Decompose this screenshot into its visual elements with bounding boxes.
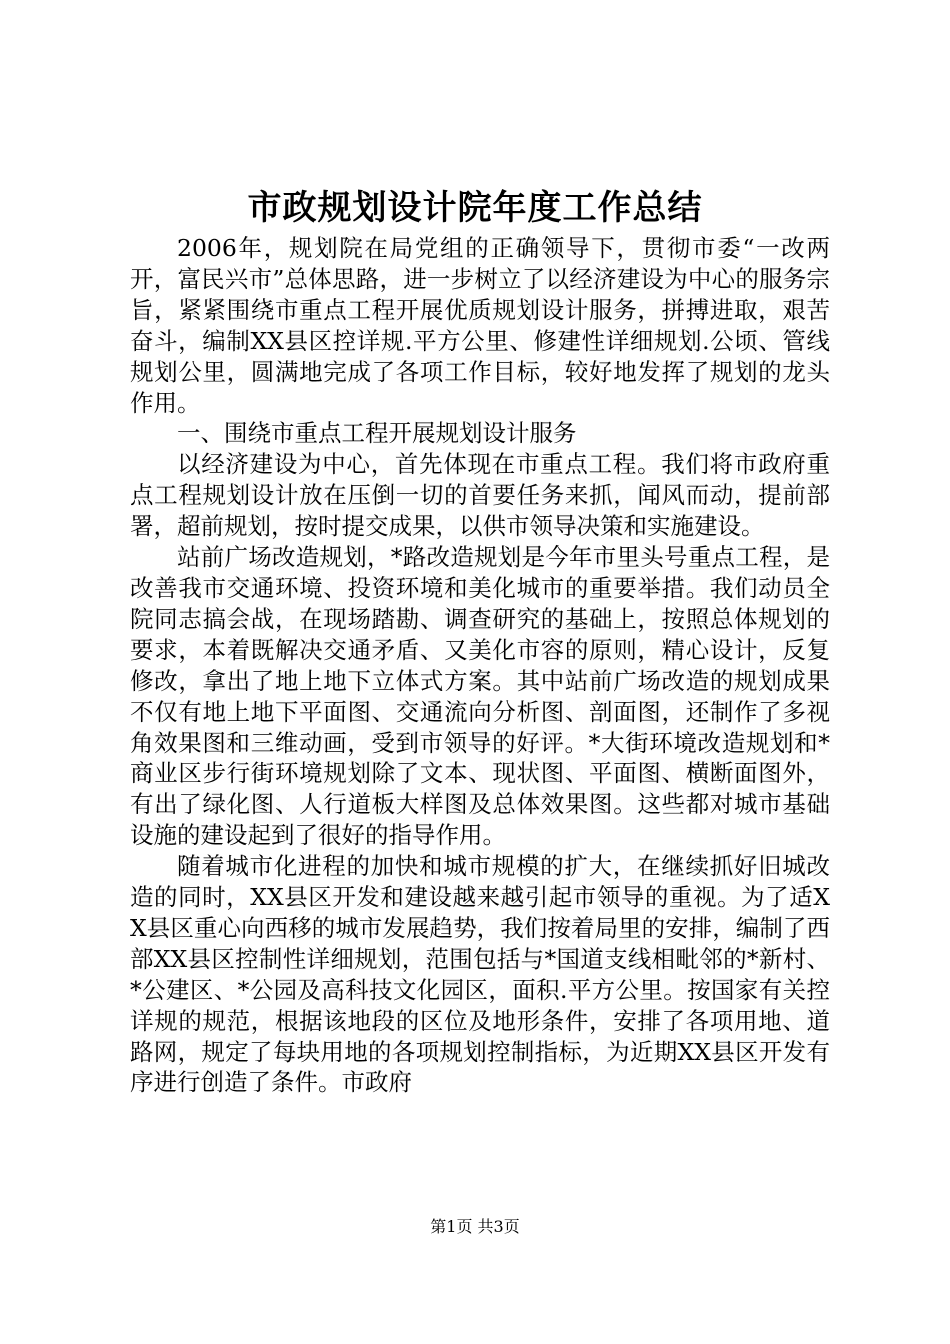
page-footer: 第1页 共3页 [430, 1217, 520, 1236]
document-title: 市政规划设计院年度工作总结 [247, 188, 703, 228]
paragraph-station-plaza: 站前广场改造规划，*路改造规划是今年市里头号重点工程，是改善我市交通环境、投资环境和美化城市的重要举措。我们动员全院同志搞会战，在现场踏勘、调查研究的基础上，按照总体规划的要求，本着既解决交通矛盾、又美化市容的原则，精心设计，反复修改，拿出了地上地下立体式方案。其中站前广场改造的规划成果不仅有地上地下平面图、交通流向分析图、剖面图，还制作了多视角效果图和三维动画，受到市领导的好评。*大街环境改造规划和*商业区步行街环境规划除了文本、现状图、平面图、横断面图外，有出了绿化图、人行道板大样图及总体效果图。这些都对城市基础设施的建设起到了很好的指导作用。 [130, 543, 830, 850]
paragraph-key-projects: 以经济建设为中心，首先体现在市重点工程。我们将市政府重点工程规划设计放在压倒一切的首要任务来抓，闻风而动，提前部署，超前规划，按时提交成果，以供市领导决策和实施建设。 [130, 450, 830, 541]
document-body [130, 233, 830, 1098]
paragraph-intro: 2006年，规划院在局党组的正确领导下，贯彻市委“一改两开，富民兴市”总体思路，进一步树立了以经济建设为中心的服务宗旨，紧紧围绕市重点工程开展优质规划设计服务，拼搏进取，艰苦奋斗，编制XX县区控详规.平方公里、修建性详细规划.公顷、管线规划公里，圆满地完成了各项工作目标，较好地发挥了规划的龙头作用。 [130, 234, 830, 417]
section-heading-1: 一、围绕市重点工程开展规划设计服务 [177, 419, 577, 448]
paragraph-urban-development: 随着城市化进程的加快和城市规模的扩大，在继续抓好旧城改造的同时，XX县区开发和建设越来越引起市领导的重视。为了适XX县区重心向西移的城市发展趋势，我们按着局里的安排，编制了西部XX县区控制性详细规划，范围包括与*国道支线相毗邻的*新村、*公建区、*公园及高科技文化园区，面积.平方公里。按国家有关控详规的规范，根据该地段的区位及地形条件，安排了各项用地、道路网，规定了每块用地的各项规划控制指标，为近期XX县区开发有序进行创造了条件。市政府 [130, 852, 830, 1097]
